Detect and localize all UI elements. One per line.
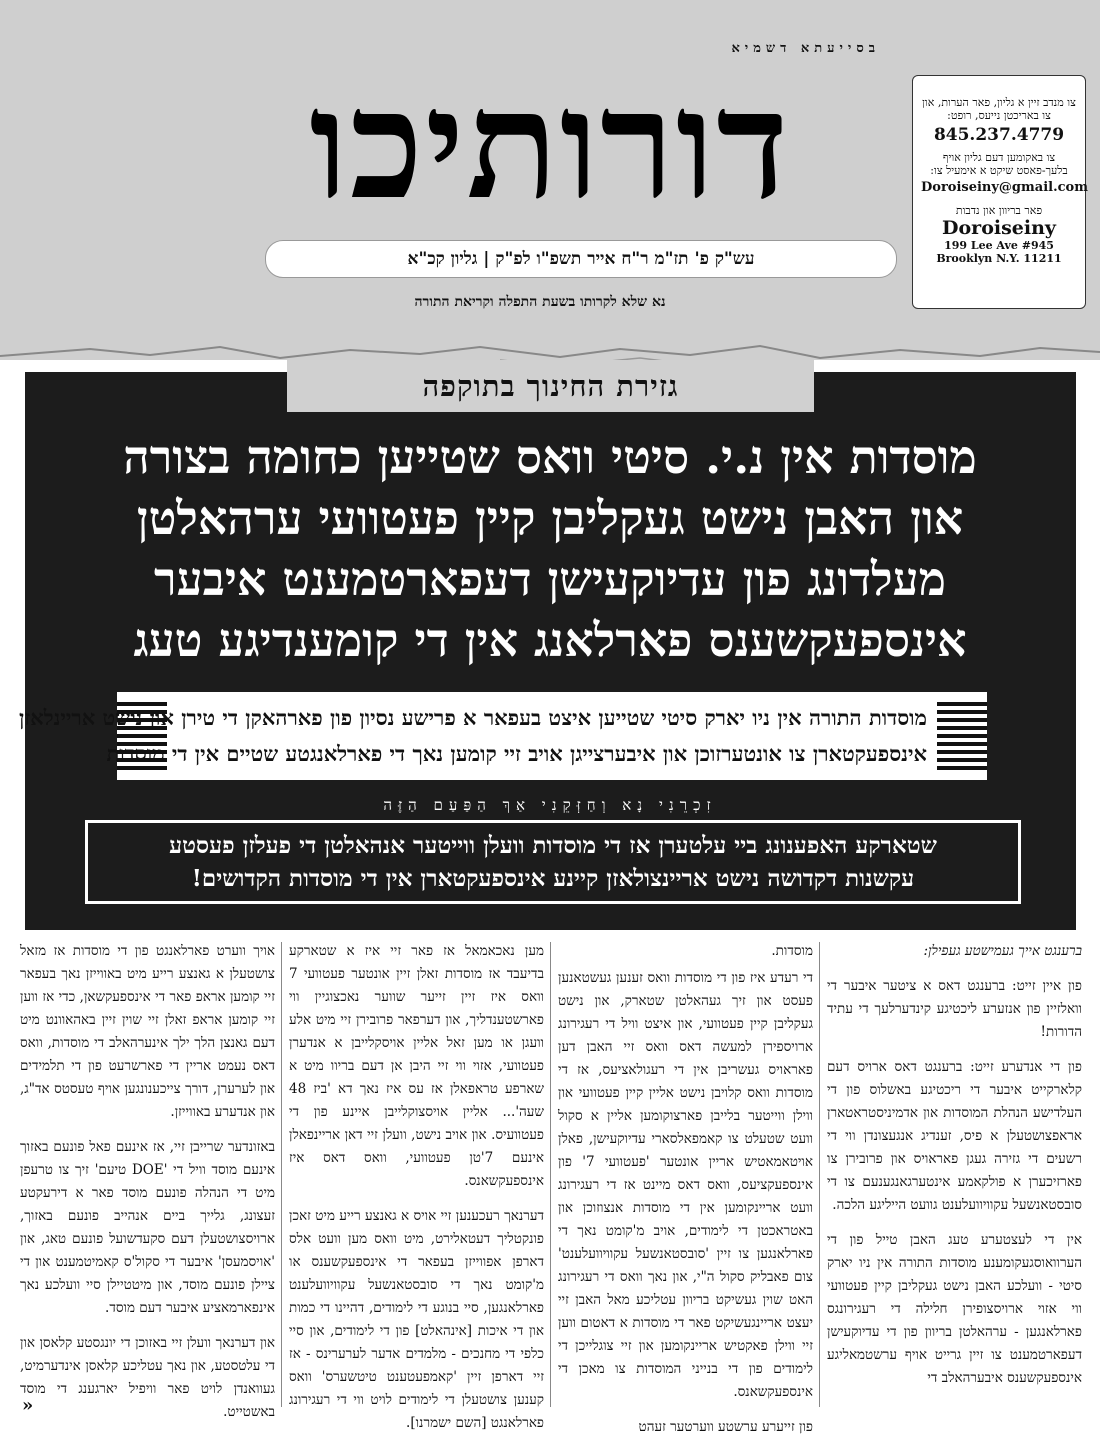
subhead-line: מוסדות התורה אין ניו יארק סיטי שטייען איצט בעפאר א פרישע נסיון פון פארהאקן די טירן און נישט אריינלאזן — [19, 705, 927, 730]
stripe-decoration — [937, 702, 987, 770]
column-divider — [550, 942, 551, 1407]
callout-box — [85, 820, 1021, 904]
subhead — [19, 700, 927, 772]
contact-phone[interactable]: 845.237.4779 — [933, 125, 1065, 145]
address-line-2: Brooklyn N.Y. 11211 — [936, 252, 1062, 265]
sponsor-line: בסייעתא דשמיא — [731, 41, 880, 56]
headline-line: אינספעקשענס פארלאנג אין די קומענדיגע טעג — [133, 613, 967, 667]
reading-notice: נא שלא לקרותו בשעת התפלה וקריאת התורה — [414, 294, 666, 310]
paragraph: פון איין זייט: ברענגט דאס א ציטער איבער די וואלזיין פון אנזערע ליכטיגע קינדערלעך די עתיד הדורות! — [827, 978, 1082, 1040]
article-column-2 — [558, 940, 813, 1435]
article-column-4 — [20, 940, 275, 1420]
article-columns — [20, 940, 1082, 1435]
paragraph: אויך ווערט פארלאנגט פון די מוסדות אז מזאל צושטעלן א גאנצע רייע מיט באווייזן נאך בעפאר זיי קומען אראפ פאר די אינספעקשאן, כדי אז ווען זיי קומען אראפ זאלן זיי שוין זיין באהאוונט מיט דעם גאנצן הלך ילך אינערהאלב די מוסדות, וואס דאס נעמט אריין די פארשרעט פון די תלמידים און לערערן, דורך צייכענונגען אויף טעסטס אד"ג, און אנדערע באווייזן. — [20, 943, 275, 1120]
article-column-3 — [289, 940, 544, 1431]
column-lead: ברענגט אייך געמישטע געפילן: — [923, 943, 1082, 959]
paragraph: דערנאך רעכענען זיי אויס א גאנצע רייע מיט זאכן פונקטליך דעטאלירט, מיט וואס מען וועט אלס דארפן אפווייזן בעפאר די אינספעקשענס או מ'קומט נאך די סובסטאנשעל עקוויוועלענט פארלאנגען, סיי בנוגע די לימודים, דהיינו די כמות און די איכות [אינהאלט] פון די לימודים, און סיי כלפי די מחנכים - מלמדים אדער לערערינס - אז זיי דארפן זיין 'קאמפעטענט טיטשערס' וואס קענען צושטעלן די לימודים לויט ווי די רעגירונג פארלאנגט [השם ישמרנו]. — [289, 1208, 544, 1431]
callout-line: עקשנות דקדושה נישט אריינצולאזן קיינע אינספעקטארן אין די מוסדות הקדושים! — [191, 865, 915, 892]
headline-line: מוסדות אין נ.י. סיטי וואס שטייען כחומה בצורה — [123, 430, 977, 484]
subhead-line: אינספעקטארן צו אונטערזוכן און איבערצייגן אויב זיי קומען נאך די פארלאנגטע שטיים אין די מוסדות — [106, 741, 927, 766]
mail-label: פאר בריוון און נדבות — [955, 204, 1043, 217]
continue-arrow-icon[interactable]: » — [22, 1395, 34, 1416]
contact-name: Doroiseiny — [942, 217, 1056, 239]
paragraph: און דערנאך וועלן זיי באזוכן די יונגסטע קלאסן און די עלטסטע, און נאך עטליכע קלאסן אינדערמיט, געוואנדן לויט פאר וויפיל יארגענג די מוסד באשטייט. — [20, 1335, 275, 1420]
subscribe-text: צו באקומען דעם גליון אויף בלעך-פאסט שיקט א אימעיל צו: — [930, 151, 1068, 177]
contact-address — [921, 239, 1077, 265]
verse: זִכְרֵנִי נָא וְחַזְּקֵנִי אַךְ הַפַּעַם הַזֶּה — [383, 796, 717, 814]
address-line-1: 199 Lee Ave #945 — [944, 239, 1054, 252]
paragraph: באזונדער שרייבן זיי, אז אינעם פאל פונעם באזוך אינעם מוסד וויל די 'DOE טיעם' זיך צו טרעפן מיט די הנהלה פונעם מוסד פאר א דירעקטע זעצונג, גלייך ביים אנהייב פונעם באזוך, ארויסצושטעלן דעם סקעדשועל פונעם טאג, און 'אויסמעסן' איבער די סקול'ס קאמיטמענט און די ציילן פונעם מוסד, און מיטטיילן סיי וועלכע נאך אינפארמאציע איבער דעם מוסד. — [20, 1139, 275, 1316]
contact-box — [912, 75, 1086, 309]
article-column-1 — [827, 940, 1082, 1410]
paper-title: דורותיכו — [309, 57, 791, 233]
subhead-box — [19, 692, 987, 780]
headline-line: און האבן נישט געקליבן קיין פעטוועי ערהאלטן — [136, 491, 964, 545]
feature-panel — [19, 369, 1076, 930]
contact-email[interactable]: Doroiseiny@gmail.com — [921, 180, 1088, 195]
headline-line: מעלדונג פון עדיוקעישן דעפארטמענט איבער — [154, 552, 946, 606]
headline — [55, 427, 1045, 671]
paragraph: די רעדע איז פון די מוסדות וואס זענען געשטאנען פעסט און זיך געהאלטן שטארק, און נישט געקליבן קיין פעטוועי, און איצט וויל די רעגירונג ארויספירן למעשה דאס וואס זיי האבן דען פאראויס געשריבן אין די רעגולאציעס, אז די מוסדות וואס קלויבן נישט אליין קיין פעטוועי און ווילן ווייטער בלייבן פארצוקומען אליין א סקול וועט שטעלט צו קאמפאלסארי עדיוקעישן, פאלן אויטאמאטיש אריין אונטער 'פעטוועי 7' פון אינספעקציעס, וואס דאס מיינט אז די רעגירונג וועט אריינקומען אין די מוסדות אנצוזוכן און באטראכטן די לימודים, אויב מ'קומט נאך די פארלאנגען צו זיין 'סובסטאנשעל עקוויוועלענט' צום פאבליק סקול ה"י, און נאך וואס די רעגירונג האט שוין געשיקט בריוון עטליכע מאל האבן זיי יעצט אריינגעשיקט פאר די מוסדות א דאטום ווען זיי ווילן פאקטיש אריינקומען און זיי צוגלייכן די לימודים פון די בנייני המוסדות צו מאכן די אינספעקשאנס. — [558, 970, 813, 1400]
issue-info: עש"ק פ' תז"מ ר"ח אייר תשפ"ו לפ"ק | גליון קכ"א — [265, 240, 897, 278]
column-divider — [819, 942, 820, 1407]
column-head: מוסדות. — [771, 943, 813, 959]
column-divider — [281, 942, 282, 1407]
donate-text: צו מנדב זיין א גליון, פאר הערות, און צו באריכטן נייעס, רופט: — [922, 96, 1076, 122]
paragraph: פון זייערע ערשטע ווערטער זעהט — [638, 1419, 813, 1435]
callout-line: שטארקע האפענונג ביי עלטערן אז די מוסדות וועלן ווייטער אנהאלטן די פעלזן פעסטע — [169, 832, 937, 859]
feature-kicker: גזירת החינוך בתוקפה — [287, 360, 814, 412]
paragraph: פון די אנדערע זייט: ברענגט דאס ארויס דעם קלארקייט איבער די ריכטיגע באשלוס פון די העלדישע הנהלת המוסדות און אדמיניסטראטארן אראפצושטעלן א פיס, זענדיג אנגעצונדן ווי די רשעים די גזירה געגן פאראויס און פרובירן צו פארזיכערן א פולקאמע אינטערגאנגענעם צו די סובסטאנשעל עקוויוועלענט גוועט הייליגע הלכה. — [827, 1059, 1082, 1213]
paragraph: אין די לעצטערע טעג האבן טייל פון די הערוואוסגעקומענע מוסדות התורה אין ניו יארק סיטי - וועלכע האבן נישט געקליבן קיין פעטוועי ווי אזוי ארויסצופירן חלילה די רעגירונגס פארלאנגען - ערהאלטן בריוון פון די עדיוקעישן דעפארטמענט צו זיין גרייט אויף ערשטמאליגע אינספעקשענס איבערהאלב די — [827, 1232, 1082, 1386]
paragraph: מען נאכאמאל אז פאר זיי איז א שטארקע בדיעבד אז מוסדות זאלן זיין אונטער פעטוועי 7 וואס איז זיין זייער שווער נאכצוגיין ווי פארשטענדליך, און דערפאר פרובירן זיי מיט אלע וועגן או מען זאל אליין אויסקלייבן א אנדערן פעטוועי, אזוי ווי זיי היבן אן דעם בריוו מיט א שארפע טראפאלן אז עס איז נאך דא 'ביז 48 שעה'... אליין אויסצוקלייבן איינע פון די פעטוועיס. און אויב נישט, וועלן זיי דאן אריינפאלן אינעם 7'טן פעטוועי, וואס דאס איז אינספעקשאנס. — [289, 943, 544, 1189]
